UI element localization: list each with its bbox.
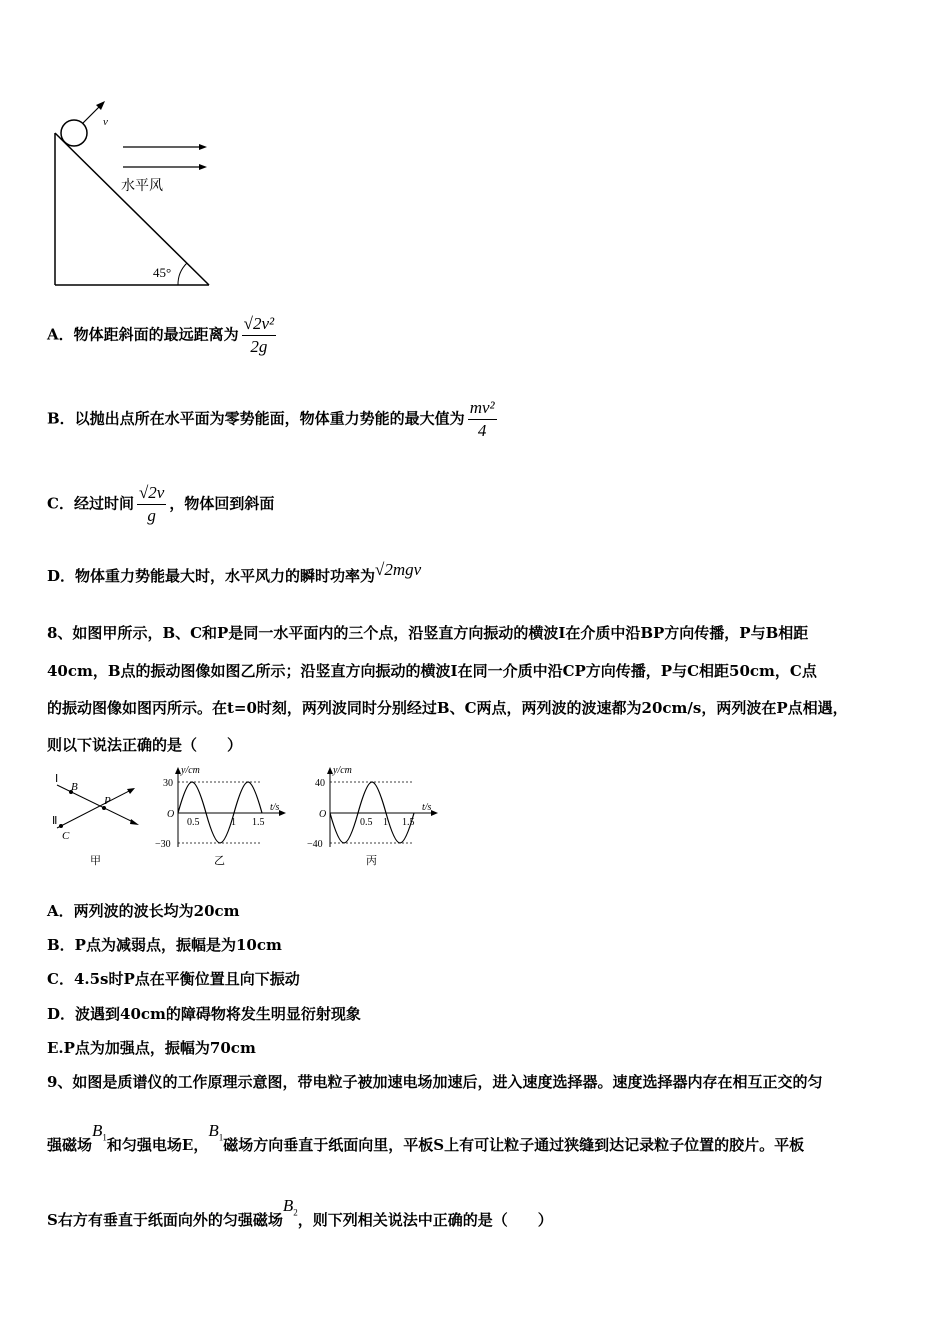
fig-yi-x1: 0.5 bbox=[187, 817, 200, 828]
fig-bing-caption: 丙 bbox=[366, 854, 377, 867]
velocity-label: v bbox=[103, 116, 108, 128]
fig-yi-caption: 乙 bbox=[214, 854, 225, 867]
q7-option-d: D．物体重力势能最大时，水平风力的瞬时功率为√2mgv bbox=[47, 560, 422, 585]
q8-option-c: C．4.5s时P点在平衡位置且向下振动 bbox=[47, 970, 300, 988]
fig-yi-xlabel: t/s bbox=[270, 802, 280, 813]
q7-option-c: C．经过时间 $\frac{√2v}{g}$ ，物体回到斜面 bbox=[47, 483, 275, 525]
fig-bing-ylabel: y/cm bbox=[333, 765, 352, 776]
q7-option-a-fraction: $\frac{\text{√2v²}}{2g}$ bbox=[243, 314, 275, 356]
fig-yi-x2: 1 bbox=[231, 817, 236, 828]
b2-symbol: $B_2$ bbox=[282, 1196, 298, 1218]
q7-option-c-fraction: $\frac{√2v}{g}$ bbox=[138, 483, 165, 525]
fig-bing-x2: 1 bbox=[383, 817, 388, 828]
fig-yi-x3: 1.5 bbox=[252, 817, 265, 828]
fig-bing bbox=[302, 765, 442, 870]
q7-option-b: B．以抛出点所在水平面为零势能面，物体重力势能的最大值为 $\frac{\text{mv²}}{4}$ bbox=[47, 398, 495, 440]
q8-option-e: E.P点为加强点，振幅为70cm bbox=[47, 1039, 256, 1057]
fig-jia bbox=[47, 768, 147, 868]
fig-jia-p: P bbox=[104, 795, 111, 807]
q8-option-a: A．两列波的波长均为20cm bbox=[47, 902, 240, 920]
incline-figure bbox=[45, 95, 225, 295]
fig-bing-x3: 1.5 bbox=[402, 817, 415, 828]
fig-jia-b: B bbox=[71, 781, 78, 793]
fig-yi-origin: O bbox=[167, 809, 175, 820]
q9-stem-line-3: S右方有垂直于纸面向外的匀强磁场$B_2$，则下列相关说法中正确的是（ ） bbox=[47, 1196, 553, 1229]
ball bbox=[61, 120, 87, 146]
fig-bing-origin: O bbox=[319, 809, 327, 820]
q8-stem-line-1: 8、如图甲所示，B、C和P是同一水平面内的三个点，沿竖直方向振动的横波Ⅰ在介质中沿BP方向传播，P与B相距 bbox=[47, 624, 809, 642]
q9-stem-line-2: 强磁场$B_1$和匀强电场E，$B_1$磁场方向垂直于纸面向里，平板S上有可让粒子通过狭缝到达记录粒子位置的胶片。平板 bbox=[47, 1121, 805, 1154]
fig-yi-ybot: −30 bbox=[155, 839, 171, 850]
q8-stem-line-3: 的振动图像如图丙所示。在t=0时刻，两列波同时分别经过B、C两点，两列波的波速都为20cm/s，两列波在P点相遇， bbox=[47, 699, 848, 717]
q9-stem-line-1: 9、如图是质谱仪的工作原理示意图，带电粒子被加速电场加速后，进入速度选择器。速度选择器内存在相互正交的匀 bbox=[47, 1073, 823, 1091]
fig-jia-c: C bbox=[62, 830, 70, 842]
q8-option-d: D．波遇到40cm的障碍物将发生明显衍射现象 bbox=[47, 1005, 361, 1023]
wind-label: 水平风 bbox=[121, 178, 163, 194]
fig-jia-wave2: Ⅱ bbox=[52, 815, 58, 827]
angle-label: 45° bbox=[153, 265, 172, 280]
q7-option-b-fraction: $\frac{\text{mv²}}{4}$ bbox=[469, 398, 495, 440]
fig-jia-wave1: Ⅰ bbox=[55, 773, 59, 785]
fig-jia-caption: 甲 bbox=[90, 854, 101, 867]
fig-bing-x1: 0.5 bbox=[360, 817, 373, 828]
q8-stem-line-4: 则以下说法正确的是（ ） bbox=[47, 736, 243, 754]
q7-option-a: A．物体距斜面的最远距离为 $\frac{\text{√2v²}}{2g}$ bbox=[47, 314, 275, 356]
q8-stem-line-2: 40cm，B点的振动图像如图乙所示；沿竖直方向振动的横波Ⅰ在同一介质中沿CP方向传播，P与C相距50cm，C点 bbox=[47, 662, 817, 680]
fig-yi-ytop: 30 bbox=[163, 778, 173, 789]
fig-bing-ybot: −40 bbox=[307, 839, 323, 850]
b1-symbol: $B_1$ bbox=[92, 1121, 107, 1143]
b1-symbol-2: $B_1$ bbox=[208, 1121, 224, 1143]
fig-yi-ylabel: y/cm bbox=[181, 765, 200, 776]
fig-yi bbox=[150, 765, 290, 870]
fig-bing-xlabel: t/s bbox=[422, 802, 432, 813]
fig-bing-ytop: 40 bbox=[315, 778, 325, 789]
q8-option-b: B．P点为减弱点，振幅是为10cm bbox=[47, 936, 282, 954]
